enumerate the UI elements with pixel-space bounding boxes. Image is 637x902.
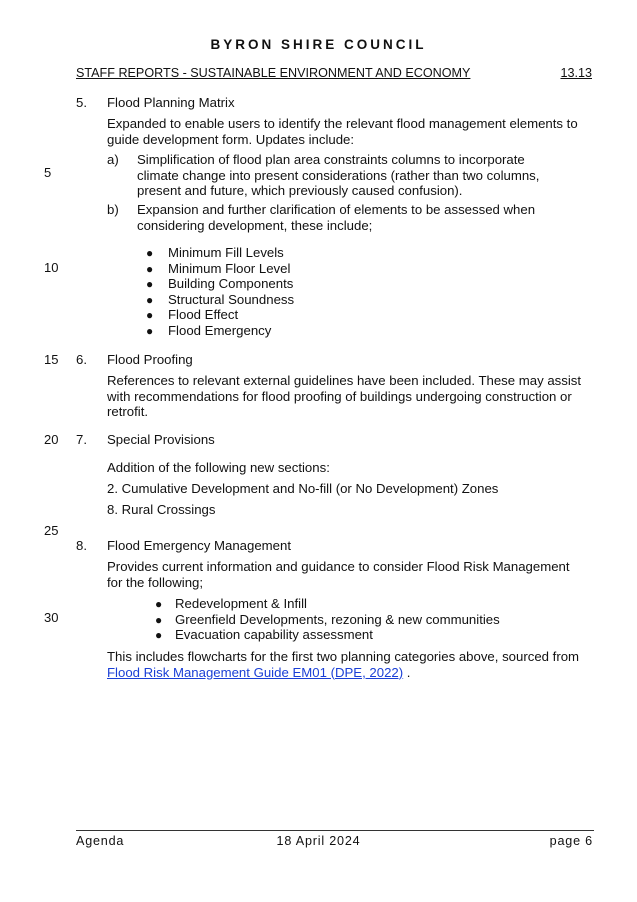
footer-left: Agenda [76, 834, 125, 848]
list-item [146, 276, 294, 292]
list-item [155, 627, 500, 643]
bullet-icon: ● [155, 612, 163, 627]
list-item [146, 261, 294, 277]
closing-text: This includes flowcharts for the first two planning categories above, sourced from [107, 649, 580, 664]
closing-end: . [403, 664, 411, 680]
list-item-text: Redevelopment & Infill [175, 596, 307, 611]
line-number: 15 [44, 352, 59, 367]
item-number: 5. [76, 95, 87, 110]
council-title: BYRON SHIRE COUNCIL [210, 37, 427, 52]
sub-item-label: a) [107, 152, 119, 167]
bullet-list [155, 596, 500, 643]
list-item [146, 323, 294, 339]
list-item-text: Evacuation capability assessment [175, 627, 373, 643]
list-item [155, 612, 500, 628]
item-title: Special Provisions [107, 432, 215, 447]
closing-paragraph [107, 649, 587, 680]
list-item-text: Structural Soundness [168, 291, 295, 307]
list-item-text: Greenfield Developments, rezoning & new communities [175, 611, 500, 627]
bullet-icon: ● [146, 292, 154, 307]
sub-item-text: Expansion and further clarification of elements to be assessed when considering development, these include; [137, 202, 536, 233]
list-item-text: Flood Effect [168, 307, 239, 323]
bullet-icon: ● [146, 308, 154, 323]
bullet-icon: ● [146, 246, 154, 260]
footer-divider [76, 830, 594, 831]
bullet-icon: ● [155, 628, 163, 643]
list-item-text: Flood Emergency [168, 322, 272, 338]
item-title: Flood Proofing [107, 352, 193, 367]
bullet-icon: ● [146, 277, 154, 292]
footer-date: 18 April 2024 [276, 834, 361, 848]
section-entry: 8. Rural Crossings [107, 502, 216, 517]
line-number: 5 [44, 165, 52, 180]
section-entry: 2. Cumulative Development and No-fill (or No Development) Zones [107, 481, 499, 496]
bullet-list [146, 245, 294, 339]
item-text: Provides current information and guidance to consider Flood Risk Management for the following; [107, 559, 570, 590]
list-item [146, 292, 294, 308]
item-number: 6. [76, 352, 87, 367]
item-text: Addition of the following new sections: [107, 460, 330, 475]
item-text: References to relevant external guidelines have been included. These may assist with recommendations for flood proofing of buildings undergoing construction or retrofit. [107, 373, 582, 420]
bullet-icon: ● [146, 261, 154, 276]
guide-link[interactable]: Flood Risk Management Guide EM01 (DPE, 2022) [107, 664, 404, 680]
sub-item-label: b) [107, 202, 119, 217]
page-reference: 13.13 [560, 66, 592, 80]
line-number: 10 [44, 260, 59, 275]
section-heading: STAFF REPORTS - SUSTAINABLE ENVIRONMENT AND ECONOMY [76, 66, 471, 80]
line-number: 30 [44, 610, 59, 625]
line-number: 20 [44, 432, 59, 447]
list-item [155, 596, 500, 612]
item-number: 7. [76, 432, 87, 447]
list-item-text: Building Components [168, 276, 294, 292]
item-title: Flood Planning Matrix [107, 95, 235, 110]
list-item [146, 245, 294, 261]
item-intro: Expanded to enable users to identify the relevant flood management elements to guide development form. Updates include: [107, 116, 578, 147]
bullet-icon: ● [146, 323, 154, 338]
item-title: Flood Emergency Management [107, 538, 291, 553]
list-item-text: Minimum Floor Level [168, 260, 291, 276]
bullet-icon: ● [155, 597, 163, 611]
list-item-text: Minimum Fill Levels [168, 245, 284, 260]
line-number: 25 [44, 523, 59, 538]
list-item [146, 307, 294, 323]
footer-page: page 6 [549, 834, 593, 848]
item-number: 8. [76, 538, 87, 553]
sub-item-text: Simplification of flood plan area constraints columns to incorporate climate change into present considerations (rather than two columns, present and future, which previously caused confusion). [137, 152, 540, 199]
